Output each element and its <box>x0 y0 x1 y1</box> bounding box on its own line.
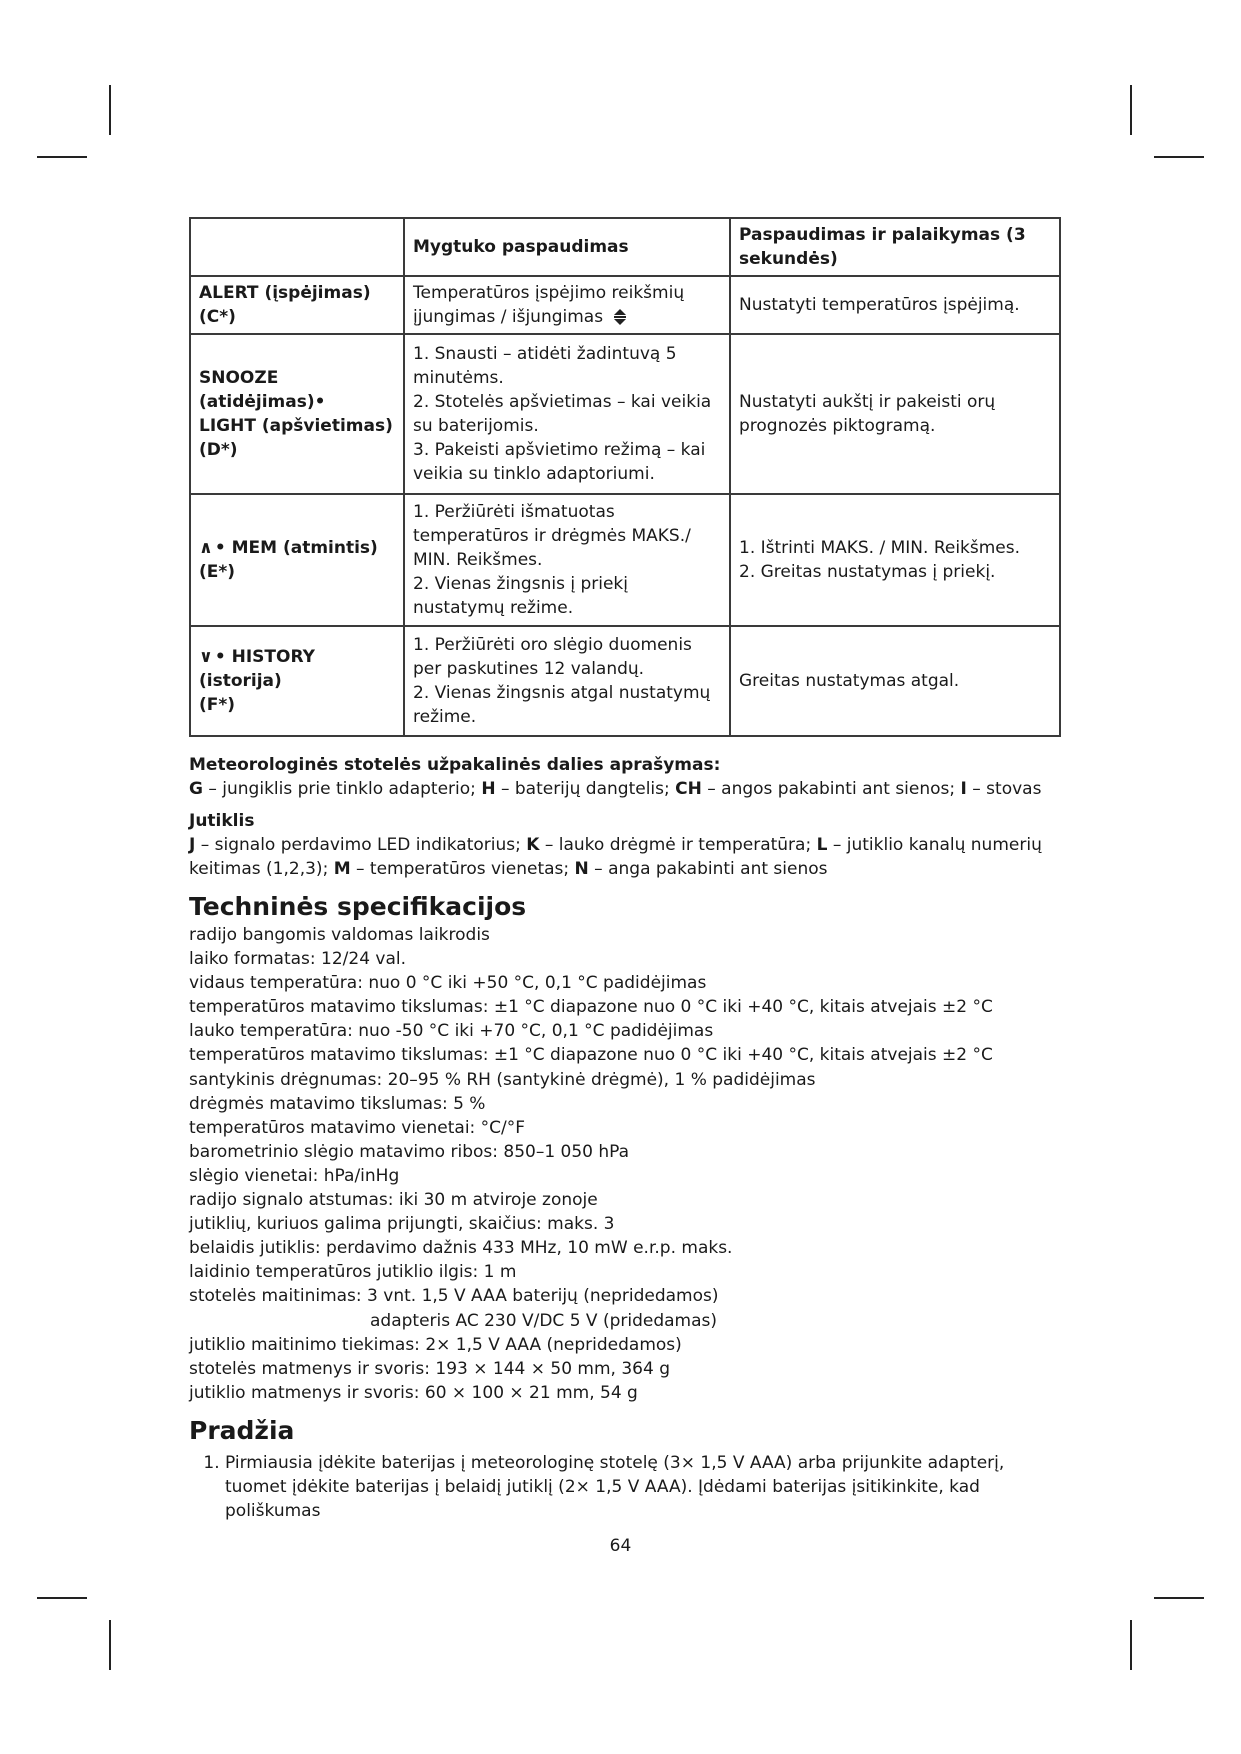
press-action-cell <box>404 276 730 334</box>
label-key: J <box>189 835 196 855</box>
spec-line: barometrinio slėgio matavimo ribos: 850–1 050 hPa <box>189 1141 630 1162</box>
specs-title: Techninės specifikacijos <box>189 892 527 921</box>
hold-action-text: Nustatyti temperatūros įspėjimą. <box>739 295 1020 315</box>
spec-line: vidaus temperatūra: nuo 0 °C iki +50 °C, 0,1 °C padidėjimas <box>189 973 707 994</box>
crop-mark <box>1154 1597 1204 1599</box>
button-name: ALERT (įspėjimas) <box>199 283 371 303</box>
spec-line: laiko formatas: 12/24 val. <box>189 949 407 970</box>
crop-mark <box>1130 1620 1132 1670</box>
page-content <box>189 217 1059 1523</box>
button-name: • MEM (atmintis) <box>214 538 378 558</box>
back-panel-description <box>189 777 1059 801</box>
label-key: I <box>960 779 967 799</box>
specs-list <box>189 923 1059 1405</box>
label-text: – angos pakabinti ant sienos; <box>701 779 961 799</box>
table-header-row <box>190 218 1060 276</box>
button-name-cell <box>190 334 404 494</box>
start-title: Pradžia <box>189 1415 295 1445</box>
alert-toggle-icon <box>613 309 627 325</box>
press-action-text: 2. Vienas žingsnis į priekį nustatymų režime. <box>413 574 628 618</box>
button-code: (E*) <box>199 562 236 582</box>
label-text: – signalo perdavimo LED indikatorius; <box>195 835 527 855</box>
press-action-text: 3. Pakeisti apšvietimo režimą – kai veikia su tinklo adaptoriumi. <box>413 440 706 484</box>
press-action-cell <box>404 334 730 494</box>
button-name-cell <box>190 626 404 736</box>
table-row <box>190 276 1060 334</box>
crop-mark <box>37 156 87 158</box>
back-panel-heading: Meteorologinės stotelės užpakalinės dalies aprašymas: <box>189 755 721 775</box>
hold-action-text: 1. Ištrinti MAKS. / MIN. Reikšmes. <box>739 538 1021 558</box>
button-code: (F*) <box>199 695 236 715</box>
hold-action-text: Nustatyti aukštį ir pakeisti orų prognozės piktogramą. <box>739 392 996 436</box>
page-number: 64 <box>609 1536 632 1556</box>
table-row <box>190 626 1060 736</box>
label-text: – baterijų dangtelis; <box>495 779 676 799</box>
spec-line: lauko temperatūra: nuo -50 °C iki +70 °C, 0,1 °C padidėjimas <box>189 1021 714 1042</box>
spec-line: temperatūros matavimo tikslumas: ±1 °C diapazone nuo 0 °C iki +40 °C, kitais atvejais ±2 °C <box>189 997 993 1018</box>
spec-line: jutiklių, kuriuos galima prijungti, skaičius: maks. 3 <box>189 1214 615 1235</box>
label-text: – anga pakabinti ant sienos <box>588 859 828 879</box>
crop-mark <box>1154 156 1204 158</box>
hold-action-cell <box>730 626 1060 736</box>
spec-line-continued: adapteris AC 230 V/DC 5 V (pridedamas) <box>370 1310 718 1331</box>
down-arrow-icon: ∨ <box>199 647 213 667</box>
press-action-cell <box>404 494 730 626</box>
list-item: 1. Pirmiausia įdėkite baterijas į meteorologinę stotelę (3× 1,5 V AAA) arba prijunkite adapterį, tuomet įdėkite baterijas į belaidį jutiklį (2× 1,5 V AAA). Įdėdami baterijas įsitikinkite, kad poliškumas <box>225 1451 1059 1523</box>
label-text: – stovas <box>966 779 1042 799</box>
press-action-cell <box>404 626 730 736</box>
spec-line: temperatūros matavimo tikslumas: ±1 °C diapazone nuo 0 °C iki +40 °C, kitais atvejais ±2 °C <box>189 1045 993 1066</box>
hold-action-cell <box>730 276 1060 334</box>
press-action-text: Temperatūros įspėjimo reikšmių įjungimas / išjungimas <box>413 283 685 327</box>
label-key: G <box>189 779 203 799</box>
hold-action-cell <box>730 494 1060 626</box>
spec-line: santykinis drėgnumas: 20–95 % RH (santykinė drėgmė), 1 % padidėjimas <box>189 1069 816 1090</box>
spec-line: stotelės matmenys ir svoris: 193 × 144 × 50 mm, 364 g <box>189 1358 670 1379</box>
press-action-text: 1. Peržiūrėti išmatuotas temperatūros ir drėgmės MAKS./ MIN. Reikšmes. <box>413 502 691 570</box>
spec-line: stotelės maitinimas: 3 vnt. 1,5 V AAA baterijų (nepridedamos) <box>189 1286 719 1307</box>
button-name: • HISTORY (istorija) <box>199 647 315 691</box>
table-row <box>190 494 1060 626</box>
hold-action-text: Greitas nustatymas atgal. <box>739 671 960 691</box>
label-key: L <box>816 835 828 855</box>
up-arrow-icon: ∧ <box>199 538 213 558</box>
spec-line: jutiklio maitinimo tiekimas: 2× 1,5 V AAA (nepridedamos) <box>189 1334 682 1355</box>
label-text: – temperatūros vienetas; <box>350 859 575 879</box>
spec-line: radijo signalo atstumas: iki 30 m atviroje zonoje <box>189 1190 598 1211</box>
table-header-empty <box>190 218 404 276</box>
hold-action-cell <box>730 334 1060 494</box>
table-header-hold: Paspaudimas ir palaikymas (3 sekundės) <box>730 218 1060 276</box>
start-steps <box>189 1451 1059 1523</box>
label-key: K <box>526 835 540 855</box>
sensor-heading: Jutiklis <box>189 811 255 831</box>
press-action-text: 1. Snausti – atidėti žadintuvą 5 minutėms. <box>413 344 677 388</box>
label-key: H <box>481 779 496 799</box>
label-key: N <box>574 859 589 879</box>
spec-line: temperatūros matavimo vienetai: °C/°F <box>189 1117 526 1138</box>
label-key: M <box>333 859 351 879</box>
spec-line: jutiklio matmenys ir svoris: 60 × 100 × 21 mm, 54 g <box>189 1382 638 1403</box>
crop-mark <box>37 1597 87 1599</box>
press-action-text: 1. Peržiūrėti oro slėgio duomenis per paskutines 12 valandų. <box>413 635 692 679</box>
label-key: CH <box>675 779 702 799</box>
button-name: SNOOZE (atidėjimas)• <box>199 368 326 412</box>
button-code: (D*) <box>199 440 238 460</box>
hold-action-text: 2. Greitas nustatymas į priekį. <box>739 562 996 582</box>
table-row <box>190 334 1060 494</box>
crop-mark <box>1130 85 1132 135</box>
spec-line: laidinio temperatūros jutiklio ilgis: 1 m <box>189 1262 517 1283</box>
spec-line: radijo bangomis valdomas laikrodis <box>189 925 490 945</box>
label-text: – lauko drėgmė ir temperatūra; <box>539 835 817 855</box>
crop-mark <box>109 85 111 135</box>
crop-mark <box>109 1620 111 1670</box>
button-function-table <box>189 217 1061 737</box>
sensor-description <box>189 833 1059 881</box>
press-action-text: 2. Vienas žingsnis atgal nustatymų režime. <box>413 683 711 727</box>
button-name: LIGHT (apšvietimas) <box>199 416 393 436</box>
spec-line: belaidis jutiklis: perdavimo dažnis 433 MHz, 10 mW e.r.p. maks. <box>189 1238 733 1259</box>
button-name-cell <box>190 276 404 334</box>
button-code: (C*) <box>199 307 236 327</box>
button-name-cell <box>190 494 404 626</box>
table-header-press: Mygtuko paspaudimas <box>404 218 730 276</box>
spec-line: slėgio vienetai: hPa/inHg <box>189 1165 400 1186</box>
label-text: – jungiklis prie tinklo adapterio; <box>202 779 482 799</box>
spec-line: drėgmės matavimo tikslumas: 5 % <box>189 1093 486 1114</box>
press-action-text: 2. Stotelės apšvietimas – kai veikia su baterijomis. <box>413 392 712 436</box>
label-text: – jutiklio kanalų numerių keitimas (1,2,3); <box>189 835 1042 879</box>
